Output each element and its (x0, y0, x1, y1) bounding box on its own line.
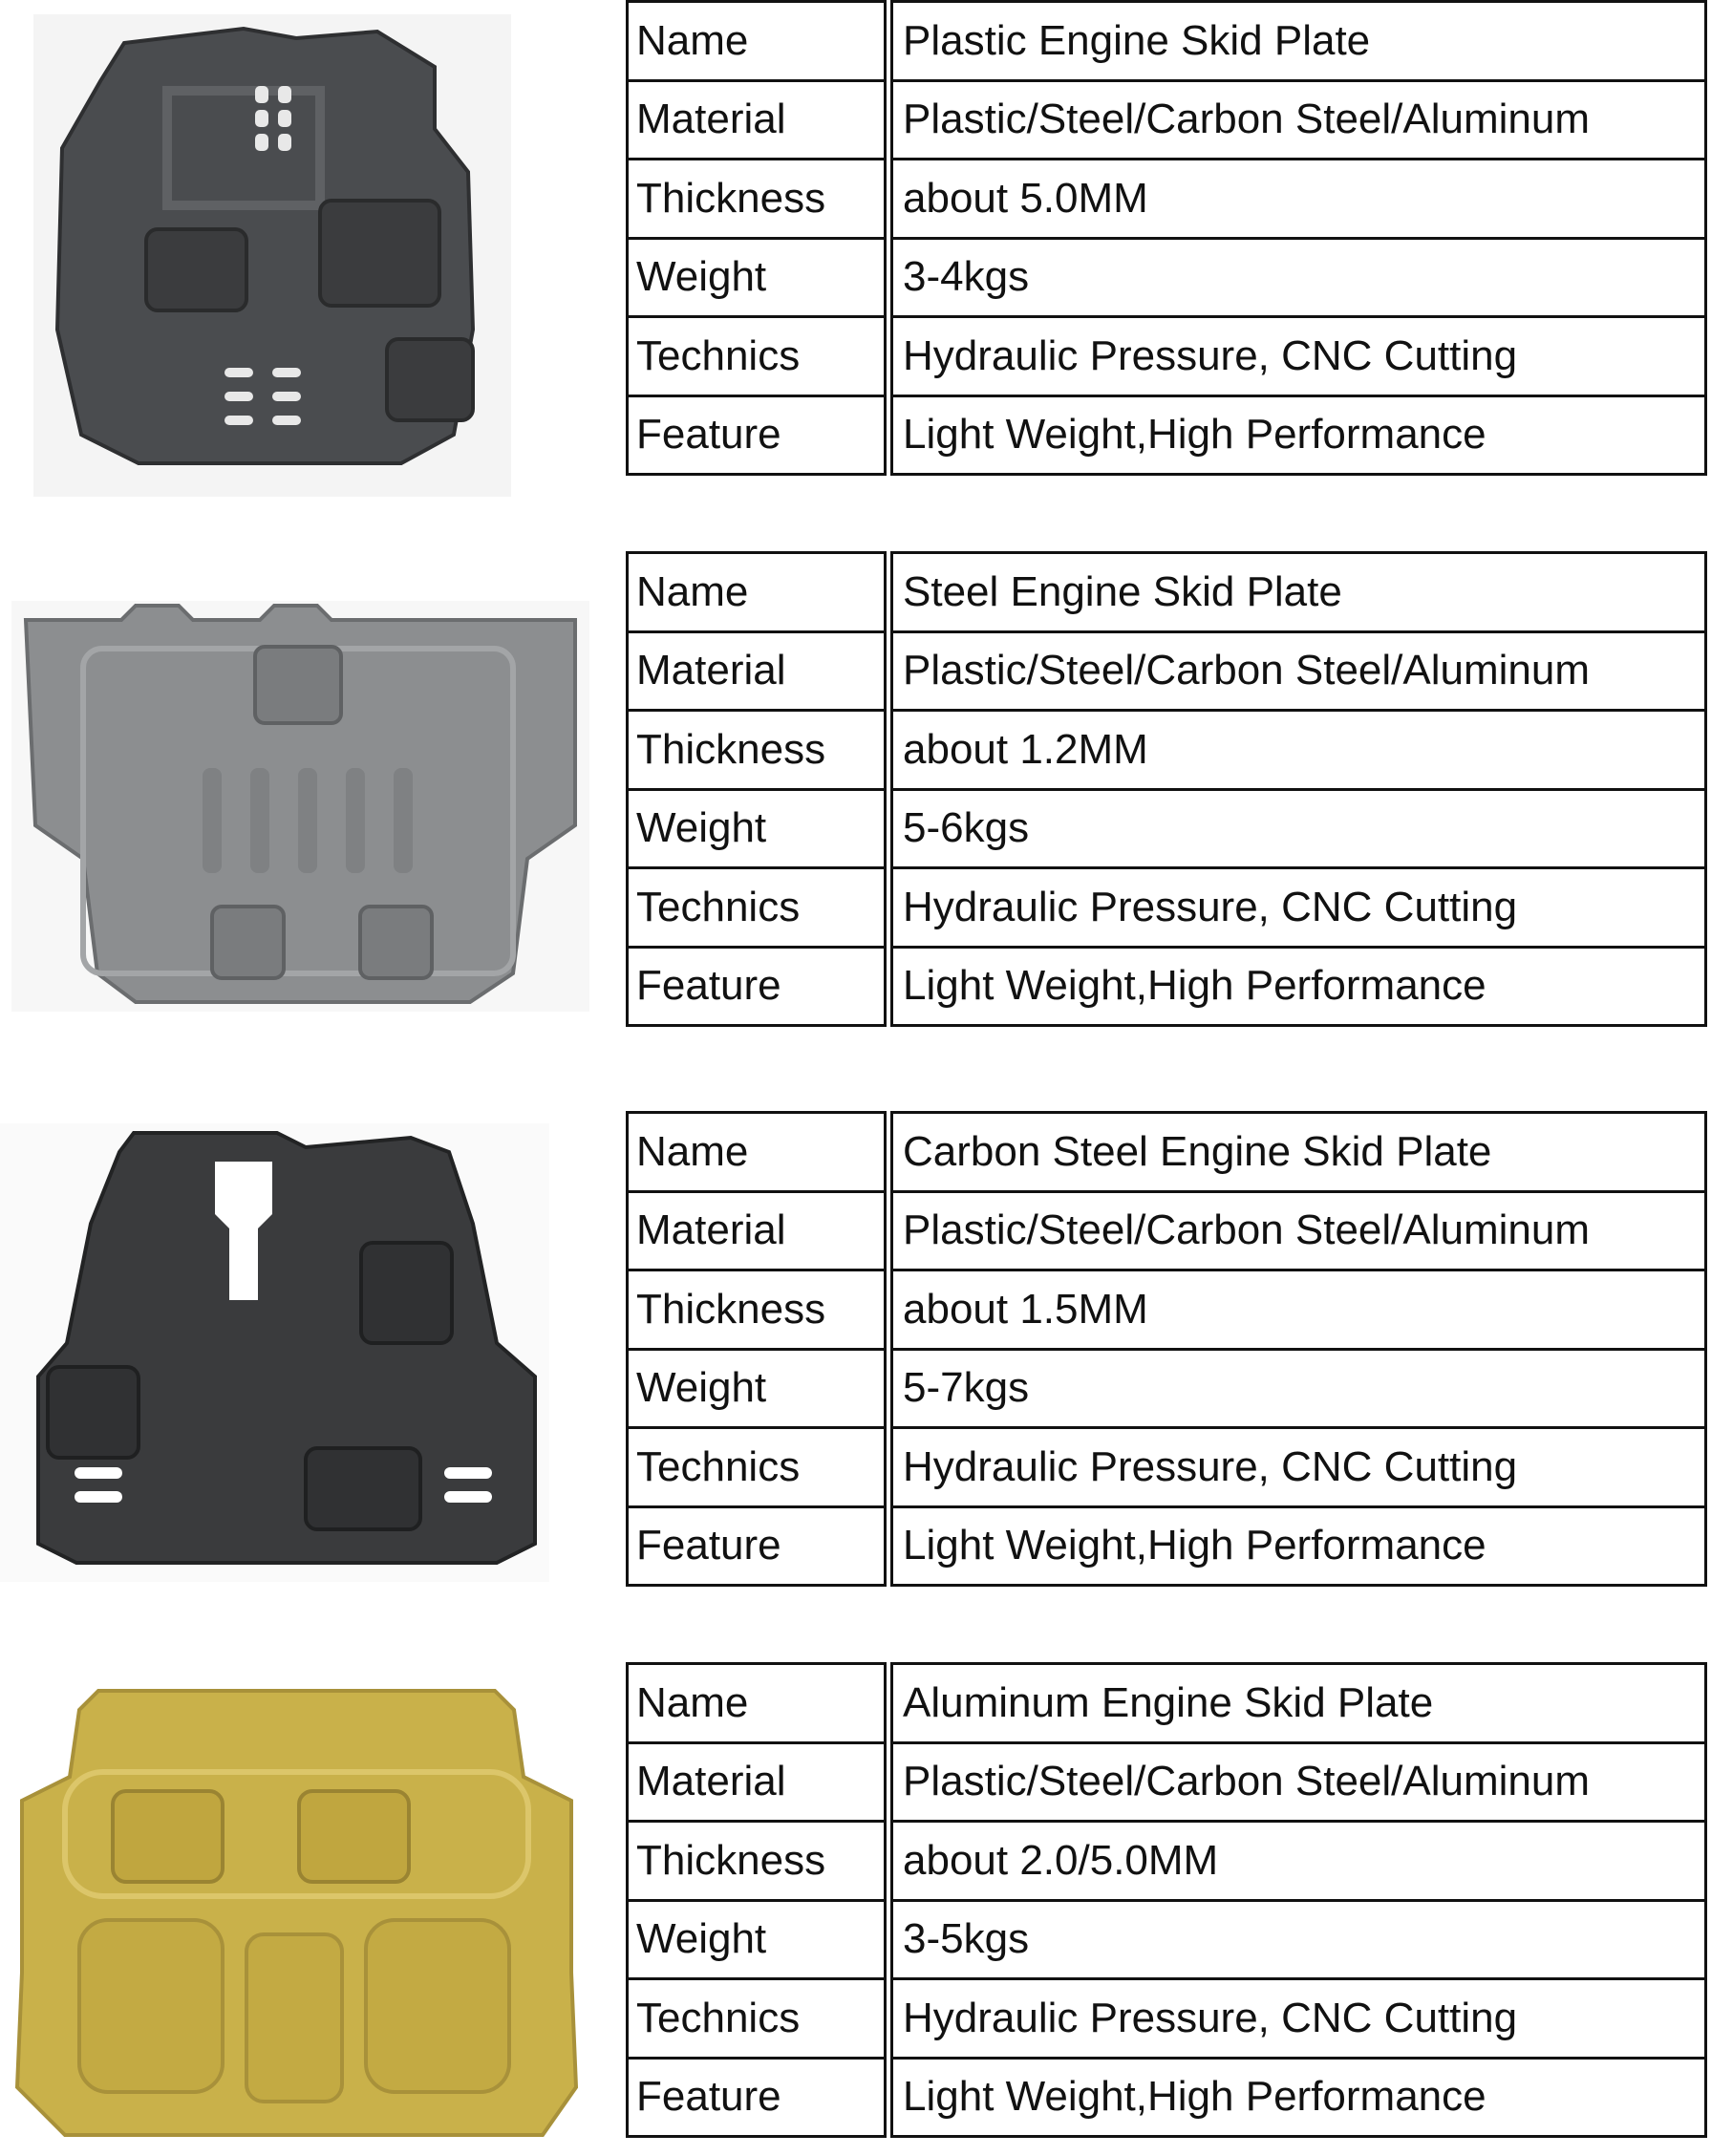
row-label: Name (628, 1113, 889, 1192)
table-row (628, 395, 1706, 475)
row-label: Technics (628, 1979, 889, 2059)
table-row (628, 160, 1706, 239)
steel-skid-plate-image (11, 601, 589, 1012)
row-value: about 5.0MM (888, 160, 1706, 239)
row-value: Light Weight,High Performance (888, 395, 1706, 475)
table-row (628, 2, 1706, 81)
aluminum-skid-plate-drawing (8, 1686, 590, 2156)
table-row (628, 947, 1706, 1026)
table-row (628, 238, 1706, 317)
row-label: Weight (628, 238, 889, 317)
table-row (628, 1428, 1706, 1507)
row-label: Material (628, 631, 889, 711)
row-label: Feature (628, 947, 889, 1026)
steel-skid-plate-drawing (11, 601, 589, 1012)
table-row (628, 1191, 1706, 1270)
table-row (628, 789, 1706, 868)
table-row (628, 1742, 1706, 1822)
row-value: Plastic/Steel/Carbon Steel/Aluminum (888, 1191, 1706, 1270)
spec-table-aluminum (626, 1662, 1707, 2138)
row-label: Thickness (628, 1270, 889, 1350)
row-value: Light Weight,High Performance (888, 1506, 1706, 1586)
table-row (628, 553, 1706, 632)
row-value: Light Weight,High Performance (888, 947, 1706, 1026)
plastic-skid-plate-image (33, 14, 511, 497)
row-value: Steel Engine Skid Plate (888, 553, 1706, 632)
table-row (628, 1506, 1706, 1586)
row-label: Weight (628, 789, 889, 868)
row-value: 5-7kgs (888, 1349, 1706, 1428)
row-value: 3-4kgs (888, 238, 1706, 317)
row-label: Name (628, 553, 889, 632)
row-label: Weight (628, 1900, 889, 1979)
row-value: Hydraulic Pressure, CNC Cutting (888, 868, 1706, 948)
row-label: Thickness (628, 711, 889, 790)
row-label: Feature (628, 395, 889, 475)
table-row (628, 1900, 1706, 1979)
row-value: Plastic/Steel/Carbon Steel/Aluminum (888, 631, 1706, 711)
table-row (628, 2058, 1706, 2137)
row-label: Name (628, 2, 889, 81)
row-value: 5-6kgs (888, 789, 1706, 868)
row-value: about 1.5MM (888, 1270, 1706, 1350)
row-value: Plastic/Steel/Carbon Steel/Aluminum (888, 80, 1706, 160)
table-row (628, 1664, 1706, 1743)
table-row (628, 868, 1706, 948)
row-label: Feature (628, 1506, 889, 1586)
spec-table-steel (626, 551, 1707, 1027)
row-value: about 1.2MM (888, 711, 1706, 790)
row-label: Feature (628, 2058, 889, 2137)
row-value: Hydraulic Pressure, CNC Cutting (888, 1979, 1706, 2059)
row-value: Light Weight,High Performance (888, 2058, 1706, 2137)
row-label: Material (628, 1191, 889, 1270)
table-row (628, 317, 1706, 396)
row-value: about 2.0/5.0MM (888, 1822, 1706, 1901)
table-row (628, 1979, 1706, 2059)
row-label: Name (628, 1664, 889, 1743)
table-row (628, 1822, 1706, 1901)
row-value: Plastic Engine Skid Plate (888, 2, 1706, 81)
row-label: Technics (628, 317, 889, 396)
table-row (628, 631, 1706, 711)
row-label: Thickness (628, 1822, 889, 1901)
table-row (628, 1270, 1706, 1350)
table-row (628, 80, 1706, 160)
row-value: Carbon Steel Engine Skid Plate (888, 1113, 1706, 1192)
carbon-steel-skid-plate-image (0, 1123, 549, 1582)
table-row (628, 711, 1706, 790)
plastic-skid-plate-drawing (33, 14, 511, 497)
row-label: Weight (628, 1349, 889, 1428)
row-label: Material (628, 80, 889, 160)
row-value: Plastic/Steel/Carbon Steel/Aluminum (888, 1742, 1706, 1822)
row-label: Technics (628, 868, 889, 948)
row-value: Hydraulic Pressure, CNC Cutting (888, 317, 1706, 396)
table-row (628, 1113, 1706, 1192)
row-value: 3-5kgs (888, 1900, 1706, 1979)
row-label: Technics (628, 1428, 889, 1507)
carbon-steel-skid-plate-drawing (0, 1123, 549, 1582)
row-label: Material (628, 1742, 889, 1822)
row-label: Thickness (628, 160, 889, 239)
row-value: Aluminum Engine Skid Plate (888, 1664, 1706, 1743)
spec-table-plastic (626, 0, 1707, 476)
row-value: Hydraulic Pressure, CNC Cutting (888, 1428, 1706, 1507)
aluminum-skid-plate-image (8, 1686, 590, 2156)
table-row (628, 1349, 1706, 1428)
spec-table-carbon-steel (626, 1111, 1707, 1587)
